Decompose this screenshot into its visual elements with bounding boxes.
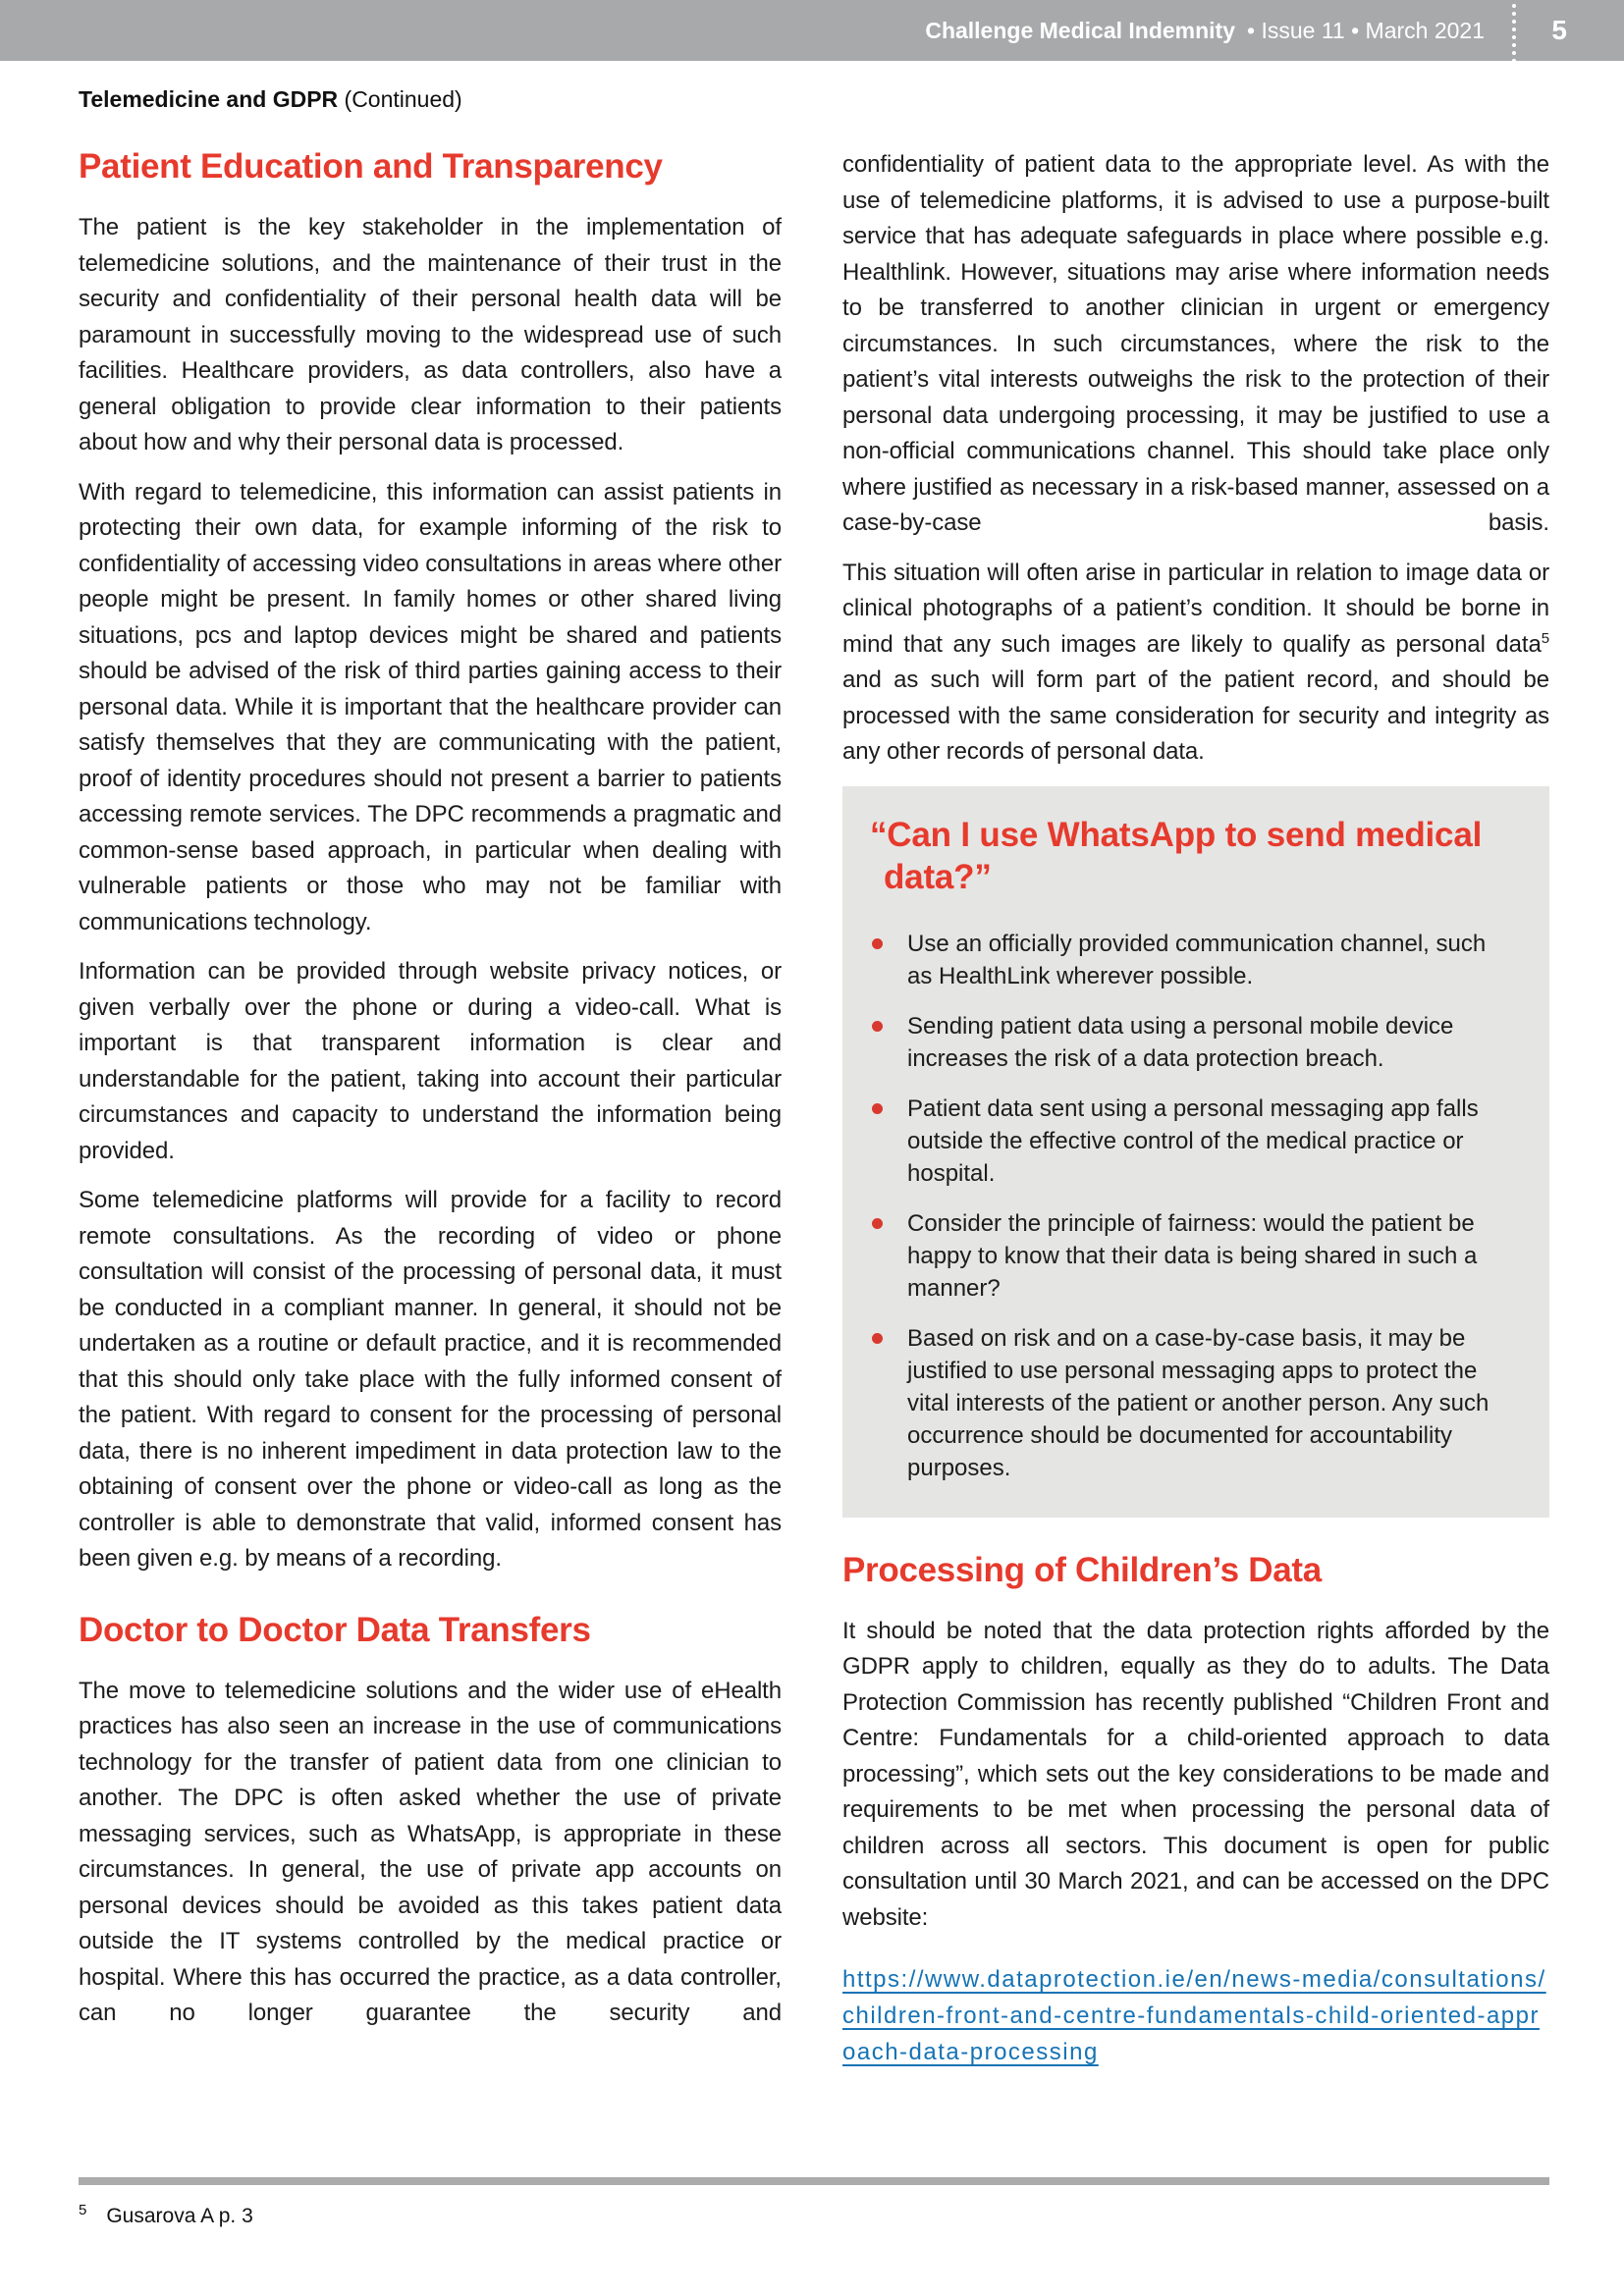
callout-heading: “Can I use WhatsApp to send medical data?” [870,815,1483,896]
footnote-reference: 5 [1541,629,1549,647]
footnote-marker: 5 [79,2202,87,2218]
page-number: 5 [1551,15,1567,45]
left-column [79,147,782,2046]
article-title: Telemedicine and GDPR [79,86,339,112]
dpc-consultation-link[interactable]: https://www.dataprotection.ie/en/news-media/consultations/children-front-and-centre-fundamentals-child-oriented-approach-data-processing [842,1966,1546,2065]
footnote [79,2202,253,2228]
paragraph: The move to telemedicine solutions and the wider use of eHealth practices has also seen an increase in the use of communications technology for the transfer of patient data from one clinician to another. The DPC is often asked whether the use of private messaging services, such as WhatsApp, is appropriate in these circumstances. In general, the use of private app accounts on personal devices should be avoided as this takes patient data outside the IT systems controlled by the medical practice or hospital. Where this has occurred the practice, as a data controller, can no longer guarantee the security and [79,1677,782,2026]
paragraph: It should be noted that the data protection rights afforded by the GDPR apply to children, equally as they do to adults. The Data Protection Commission has recently published “Children Front and Centre: Fundamentals for a child-oriented approach to data processing”, which sets out the key considerations to be made and requirements to be met when processing the personal data of children across all sectors. This document is open for public consultation until 30 March 2021, and can be accessed on the DPC website: [842,1617,1549,1931]
section-heading-doctor-transfers: Doctor to Doctor Data Transfers [79,1610,591,1649]
paragraph-text: This situation will often arise in particular in relation to image data or clinical photographs of a patient’s condition. It should be borne in mind that any such images are likely to qualify as personal data [842,559,1549,658]
article-continued-label [79,86,462,113]
right-column [842,147,1549,2070]
callout-bullet: Sending patient data using a personal mobile device increases the risk of a data protection breach. [870,1010,1516,1075]
paragraph: The patient is the key stakeholder in the implementation of telemedicine solutions, and the maintenance of their trust in the security and confidentiality of their personal health data will be paramount in successfully moving to the widespread use of such facilities. Healthcare providers, as data controllers, also have a general obligation to provide clear information to their patients about how and why their personal data is processed. [79,214,782,455]
paragraph: confidentiality of patient data to the appropriate level. As with the use of telemedicine platforms, it is advised to use a purpose-built service that has adequate safeguards in place where possible e.g. Healthlink. However, situations may arise where information needs to be transferred to another clinician in urgent or emergency circumstances. In such circumstances, where the risk to the patient’s vital interests outweighs the risk to the protection of their personal data undergoing processing, it may be justified to use a non-official communications channel. This should take place only where justified as necessary in a risk-based manner, assessed on a case-by-case basis. [842,151,1549,536]
page-header [0,0,1624,61]
header-brandline [925,0,1485,61]
callout-bullet: Use an officially provided communication channel, such as HealthLink wherever possible. [870,928,1516,992]
callout-bullet: Based on risk and on a case-by-case basis, it may be justified to use personal messaging apps to protect the vital interests of the patient or another person. Any such occurrence should be documented for accountability purposes. [870,1322,1516,1484]
section-heading-children-data: Processing of Children’s Data [842,1550,1322,1589]
paragraph: Information can be provided through website privacy notices, or given verbally over the phone or during a video-call. What is important is that transparent information is clear and understandable for the patient, taking into account their particular circumstances and capacity to understand the information being provided. [79,958,782,1164]
callout-bullet: Consider the principle of fairness: would the patient be happy to know that their data is being shared in such a manner? [870,1207,1516,1305]
dotted-divider [1512,4,1516,71]
paragraph-text: and as such will form part of the patient record, and should be processed with the same consideration for security and integrity as any other records of personal data. [842,667,1549,765]
continued-suffix: (Continued) [338,86,462,112]
paragraph [842,556,1549,771]
paragraph: With regard to telemedicine, this information can assist patients in protecting their own data, for example informing of the risk to confidentiality of accessing video consultations in areas where other people might be present. In family homes or other shared living situations, pcs and laptop devices might be shared and patients should be advised of the risk of third parties gaining access to their personal data. While it is important that the healthcare provider can satisfy themselves that they are communicating with the patient, proof of identity procedures should not present a barrier to patients accessing remote services. The DPC recommends a pragmatic and common-sense based approach, in particular when dealing with vulnerable patients or those who may not be familiar with communications technology. [79,478,782,935]
footnote-divider [79,2177,1549,2185]
callout-bullet: Patient data sent using a personal messaging app falls outside the effective control of the medical practice or hospital. [870,1093,1516,1190]
whatsapp-callout-box [842,786,1549,1518]
paragraph: Some telemedicine platforms will provide for a facility to record remote consultations. As the recording of video or phone consultation will consist of the processing of personal data, it must be conducted in a compliant manner. In general, it should not be undertaken as a routine or default practice, and it is recommended that this should only take place with the fully informed consent of the patient. With regard to consent for the processing of personal data, there is no inherent impediment in data protection law to the obtaining of consent over the phone or video-call as long as the controller is able to demonstrate that valid, informed consent has been given e.g. by means of a recording. [79,1187,782,1572]
section-heading-patient-education: Patient Education and Transparency [79,147,663,186]
footnote-text: Gusarova A p. 3 [106,2205,253,2227]
callout-bullet-list [870,928,1516,1484]
publication-title: Challenge Medical Indemnity [925,17,1236,43]
issue-date-label: • Issue 11 • March 2021 [1247,17,1485,43]
